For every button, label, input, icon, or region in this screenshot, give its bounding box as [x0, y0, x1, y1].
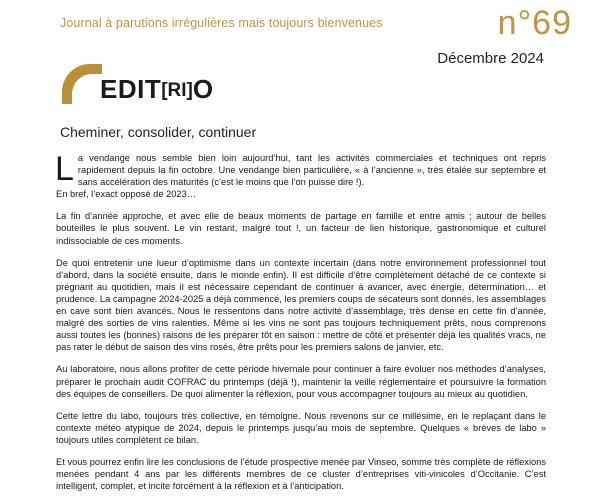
lead-last-line: En bref, l’exact opposé de 2023…	[56, 189, 197, 200]
logo-text-prefix: EDIT	[100, 74, 162, 104]
lead-paragraph	[56, 152, 546, 200]
lead-text: a vendange nous semble bien loin aujourd’hui, tant les activités commerciales et techniques ont repris rapidement depuis la fin octobre. Une vendange bien particulière, « à l’ancienne », très étalée sur septembre et sans accélération des maturités (c’est le moins que l’on puisse dire !).	[77, 153, 546, 188]
paragraph: De quoi entretenir une lueur d’optimisme dans un contexte incertain (dans notre environnement professionnel tout d’abord, dans la société ensuite, dans le monde enfin). Il est difficile d’être complètement détaché de ce contexte si prégnant au quotidien, mais il est nécessaire cependant de continuer à avancer, avec énergie, détermination… et prudence. La campagne 2024-2025 a déjà commencé, les premiers coups de sécateurs sont donnés, les assemblages en cave sont bien avancés. Nous le ressentons dans notre activité d’assemblage, très dense en cette fin d’année, malgré des sorties de vins ralenties. Même si les vins ne sont pas toujours techniquement prêts, nous comprenons aussi toutes les (bonnes) raisons de les préparer tôt en saison : mettre de côté et présenter déjà les qualités vracs, ne pas rater le début de saison des vins rosés, être prêts pour les premiers salons de janvier, etc.	[56, 257, 546, 353]
paragraph: Cette lettre du labo, toujours très collective, en témoigne. Nous revenons sur ce millésime, en le replaçant dans le contexte météo atypique de 2024, depuis le printemps jusqu’au mois de septembre. Quelques « brèves de labo » toujours utiles complètent ce bilan.	[56, 410, 546, 445]
logo-text-bracket: [RI]	[161, 80, 193, 101]
logo-text	[100, 74, 214, 105]
article-body	[56, 152, 546, 502]
issue-date: Décembre 2024	[437, 50, 544, 67]
issue-number: n°69	[497, 4, 572, 42]
drop-cap: L	[55, 150, 74, 188]
paragraph: Et vous pourrez enfin lire les conclusions de l’étude prospective menée par Vinseo, somme très complète de réflexions menées pendant 4 ans par les différents membres de ce cluster d’entreprises viti-vinicoles d’Occitanie. C’est intelligent, complet, et incite forcément à la réflexion et à l’anticipation.	[56, 456, 546, 492]
tagline: Journal à parutions irrégulières mais toujours bienvenues	[60, 16, 383, 30]
logo-arc-icon	[60, 62, 104, 106]
paragraph: La fin d’année approche, et avec elle de beaux moments de partage en famille et entre amis ; autour de belles bouteilles le plus souvent. Le vin restant, malgré tout !, un facteur de lien historique, gastronomique et culturel indissociable de ces moments.	[56, 211, 546, 246]
paragraph: Au laboratoire, nous allons profiter de cette période hivernale pour continuer à faire évoluer nos méthodes d’analyses, préparer le prochain audit COFRAC du printemps (déjà !), maintenir la veille réglementaire et poursuivre la formation des équipes de conseillers. De quoi alimenter la réflexion, pour vous accompagner toujours au mieux au quotidien.	[56, 364, 546, 399]
logo-text-suffix: O	[192, 74, 214, 104]
logo	[60, 62, 240, 104]
article-title: Cheminer, consolider, continuer	[60, 124, 257, 140]
